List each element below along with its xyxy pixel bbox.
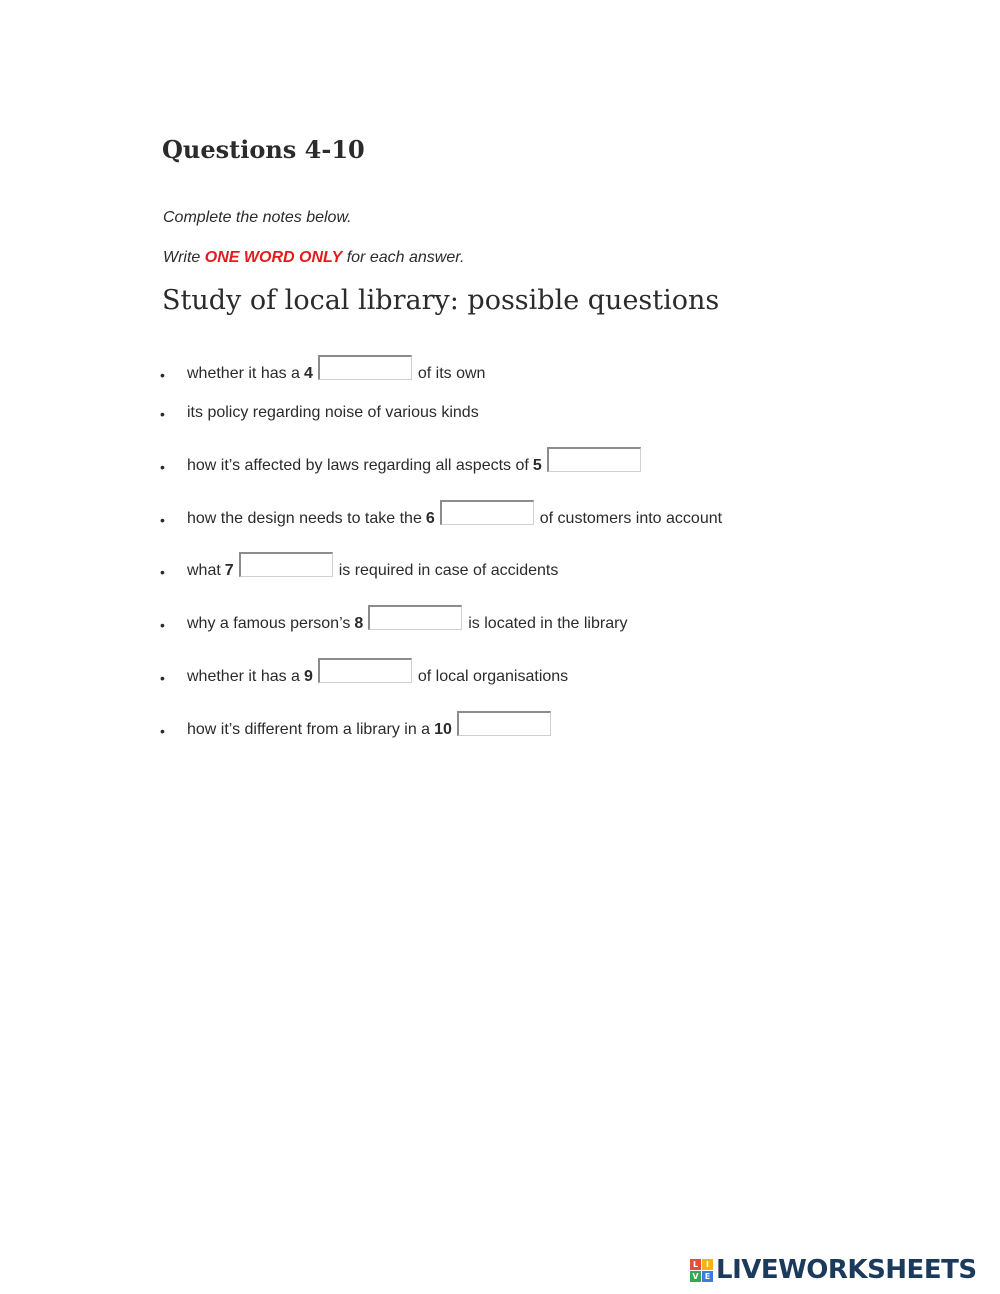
logo-letter: I xyxy=(702,1259,713,1270)
bullet: • xyxy=(160,617,165,633)
answer-input-4[interactable] xyxy=(318,355,412,380)
page-title: Questions 4-10 xyxy=(162,135,365,164)
question-text-after: is located in the library xyxy=(468,615,628,632)
bullet: • xyxy=(160,670,165,686)
question-text: how it’s different from a library in a xyxy=(187,721,431,738)
question-number: 9 xyxy=(303,668,313,685)
answer-input-7[interactable] xyxy=(239,552,333,577)
logo-letter: L xyxy=(690,1259,701,1270)
question-text: how the design needs to take the xyxy=(187,510,422,527)
instruction-word-limit xyxy=(163,249,464,267)
bullet: • xyxy=(160,723,165,739)
instruction-emphasis: ONE WORD ONLY xyxy=(204,249,343,266)
question-item-8 xyxy=(0,603,1000,633)
bullet: • xyxy=(160,367,165,383)
instruction-complete: Complete the notes below. xyxy=(163,209,352,226)
question-text: its policy regarding noise of various kinds xyxy=(187,404,479,421)
question-text: what xyxy=(187,562,221,579)
question-number: 4 xyxy=(303,365,313,382)
bullet: • xyxy=(160,406,165,422)
question-item-4 xyxy=(0,353,1000,383)
logo-letter: V xyxy=(690,1271,701,1282)
instruction-suffix: for each answer. xyxy=(342,249,465,266)
question-number: 6 xyxy=(425,510,435,527)
question-text-after: of local organisations xyxy=(417,668,569,685)
answer-input-9[interactable] xyxy=(318,658,412,683)
question-item-7 xyxy=(0,550,1000,580)
question-item-5 xyxy=(0,445,1000,475)
question-text-after: of its own xyxy=(417,365,486,382)
question-number: 10 xyxy=(434,721,452,738)
question-text: whether it has a xyxy=(187,365,300,382)
question-number: 8 xyxy=(354,615,364,632)
bullet: • xyxy=(160,459,165,475)
question-number: 7 xyxy=(224,562,234,579)
bullet: • xyxy=(160,512,165,528)
logo-mark-icon xyxy=(690,1259,713,1282)
question-number: 5 xyxy=(532,457,542,474)
question-item-6 xyxy=(0,498,1000,528)
notes-title: Study of local library: possible questions xyxy=(162,285,720,316)
question-item-9 xyxy=(0,656,1000,686)
question-text-after: of customers into account xyxy=(539,510,723,527)
question-item-policy xyxy=(0,392,1000,422)
answer-input-5[interactable] xyxy=(547,447,641,472)
liveworksheets-logo xyxy=(690,1255,977,1285)
answer-input-8[interactable] xyxy=(368,605,462,630)
answer-input-6[interactable] xyxy=(440,500,534,525)
answer-input-10[interactable] xyxy=(457,711,551,736)
instruction-prefix: Write xyxy=(163,249,205,266)
bullet: • xyxy=(160,564,165,580)
question-text: how it’s affected by laws regarding all aspects of xyxy=(187,457,529,474)
logo-text: LIVEWORKSHEETS xyxy=(716,1255,977,1285)
question-text: whether it has a xyxy=(187,668,300,685)
question-item-10 xyxy=(0,709,1000,739)
question-text: why a famous person’s xyxy=(187,615,351,632)
logo-letter: E xyxy=(702,1271,713,1282)
question-text-after: is required in case of accidents xyxy=(338,562,559,579)
